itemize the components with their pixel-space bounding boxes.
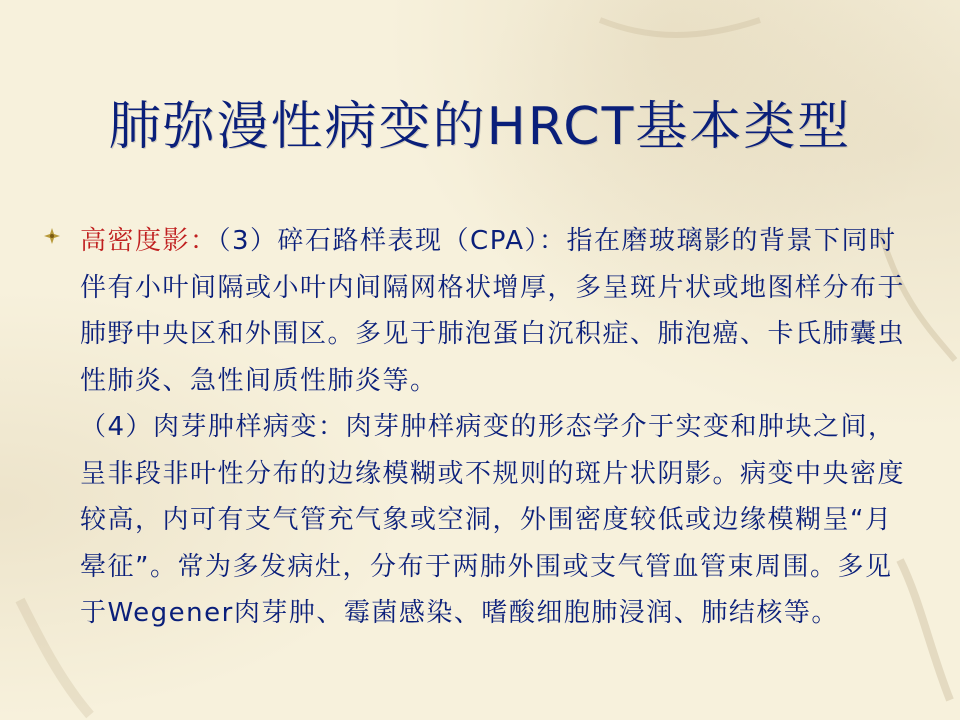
slide-title: 肺弥漫性病变的HRCT基本类型	[108, 97, 852, 157]
paragraph-granuloma: （4）肉芽肿样病变：肉芽肿样病变的形态学介于实变和肿块之间，呈非段非叶性分布的边缘模糊或不规则的斑片状阴影。病变中央密度较高，内可有支气管充气象或空洞，外围密度较低或边缘模糊呈“月晕征”。常为多发病灶，分布于两肺外围或支气管血管束周围。多见于Wegener肉芽肿、霉菌感染、嗜酸细胞肺浸润、肺结核等。	[80, 412, 906, 628]
highlight-label: 高密度影：	[80, 226, 218, 256]
diamond-bullet-icon	[44, 228, 60, 244]
slide-body	[80, 218, 910, 637]
cpa-text: （3）碎石路样表现（CPA）：指在磨玻璃影的背景下同时伴有小叶间隔或小叶内间隔网格状增厚，多呈斑片状或地图样分布于肺野中央区和外围区。多见于肺泡蛋白沉积症、肺泡癌、卡氏肺囊虫性肺炎、急性间质性肺炎等。	[80, 226, 906, 396]
paragraph-cpa	[80, 218, 910, 404]
